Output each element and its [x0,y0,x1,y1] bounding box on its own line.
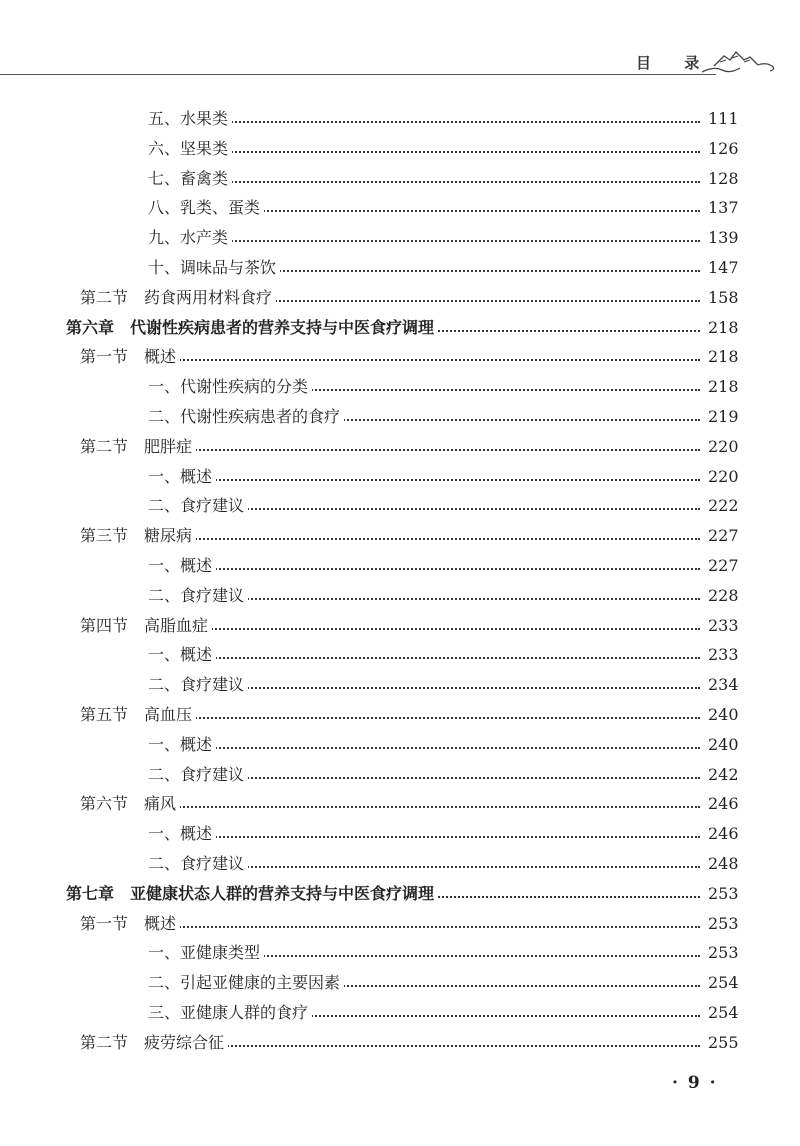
toc-page-number: 227 [708,556,739,575]
toc-page-number: 248 [708,854,739,873]
toc-leader-dots [188,121,700,123]
toc-entry-label: 第六节 痛风 [80,790,180,818]
toc-row-section [0,343,800,371]
toc-leader-dots [188,866,700,868]
toc-entry-label: 第七章 亚健康状态人群的营养支持与中医食疗调理 [66,880,438,908]
toc-entry-label: 七、畜禽类 [148,165,232,193]
toc-leader-dots [188,151,700,153]
toc-page-number: 253 [708,883,739,903]
toc-row-section [0,284,800,312]
page-title: 目 录 [636,54,714,72]
toc-page-number: 255 [708,1032,739,1052]
toc-page-number: 234 [708,675,739,695]
toc-row-item [0,671,800,699]
toc-entry-label: 二、食疗建议 [148,582,248,610]
toc-entry-label: 第三节 糖尿病 [80,522,196,550]
toc-page-number: 227 [708,526,739,546]
toc-entry-label: 一、亚健康类型 [148,939,264,967]
mountain-ornament-icon [700,48,780,78]
toc-entry-label: 一、概述 [148,641,216,669]
header-rule [0,74,716,75]
toc-page-number: 139 [708,228,739,248]
toc-leader-dots [188,210,700,212]
toc-row-section [0,701,800,729]
toc-entry-label: 五、水果类 [148,105,232,133]
toc-entry-label: 二、代谢性疾病患者的食疗 [148,403,344,431]
toc-page-number: 254 [708,973,739,993]
toc-entry-label: 二、引起亚健康的主要因素 [148,969,344,997]
toc-row-item [0,850,800,878]
toc-entry-label: 二、食疗建议 [148,850,248,878]
toc-entry-label: 第五节 高血压 [80,701,196,729]
toc-row-item [0,492,800,520]
toc-row-item [0,582,800,610]
toc-leader-dots [188,687,700,689]
toc-leader-dots [120,449,700,451]
toc-leader-dots [188,181,700,183]
toc-page-number: 147 [708,258,739,277]
toc-entry-label: 二、食疗建议 [148,492,248,520]
toc-leader-dots [120,806,700,808]
toc-entry-label: 十、调味品与茶饮 [148,254,280,282]
page-number: · 9 · [672,1073,718,1093]
toc-leader-dots [120,926,700,928]
toc-page-number: 233 [708,615,739,635]
toc-row-item [0,820,800,848]
toc-page-number: 233 [708,645,739,665]
toc-row-section [0,790,800,818]
toc-page-number: 253 [708,943,739,963]
toc-leader-dots [120,359,700,361]
toc-entry-label: 第一节 概述 [80,910,180,938]
toc-row-item [0,194,800,222]
toc-leader-dots [188,479,700,481]
toc-entry-label: 一、概述 [148,552,216,580]
toc-page-number: 219 [708,407,739,426]
toc-page-number: 220 [708,466,739,486]
toc-row-item [0,761,800,789]
toc-entry-label: 第二节 肥胖症 [80,433,196,461]
toc-row-item [0,999,800,1027]
toc-row-chapter [0,314,800,342]
toc-page-number: 254 [708,1003,739,1022]
toc-page-number: 111 [708,109,739,128]
toc-leader-dots [188,568,700,570]
toc-entry-label: 第二节 疲劳综合征 [80,1029,228,1057]
toc-entry-label: 第四节 高脂血症 [80,612,212,640]
toc-entry-label: 二、食疗建议 [148,671,248,699]
toc-page-number: 253 [708,913,739,933]
toc-entry-label: 一、代谢性疾病的分类 [148,373,312,401]
toc-entry-label: 三、亚健康人群的食疗 [148,999,312,1027]
toc-leader-dots [120,538,700,540]
toc-row-item [0,165,800,193]
toc-leader-dots [188,598,700,600]
toc-leader-dots [188,240,700,242]
toc-entry-label: 一、概述 [148,463,216,491]
toc-entry-label: 六、坚果类 [148,135,232,163]
toc-page-number: 128 [708,168,739,188]
toc-row-section [0,433,800,461]
toc-leader-dots [188,657,700,659]
toc-entry-label: 一、概述 [148,820,216,848]
toc-page-number: 218 [708,347,739,367]
toc-row-item [0,135,800,163]
toc-leader-dots [120,717,700,719]
toc-entry-label: 九、水产类 [148,224,232,252]
toc-page-number: 228 [708,585,739,605]
toc-row-section [0,612,800,640]
toc-page-number: 158 [708,287,739,307]
toc-row-item [0,373,800,401]
toc-leader-dots [188,777,700,779]
toc-row-section [0,1029,800,1057]
toc-row-item [0,105,800,133]
toc-leader-dots [188,836,700,838]
toc-row-item [0,969,800,997]
toc-row-chapter [0,880,800,908]
toc-entry-label: 第六章 代谢性疾病患者的营养支持与中医食疗调理 [66,314,438,342]
toc-entry-label: 一、概述 [148,731,216,759]
toc-row-item [0,731,800,759]
toc-page-number: 137 [708,198,739,218]
toc-entry-label: 第二节 药食两用材料食疗 [80,284,276,312]
toc-page-number: 240 [708,705,739,724]
toc-entry-label: 二、食疗建议 [148,761,248,789]
toc-entry-label: 第一节 概述 [80,343,180,371]
toc-leader-dots [188,747,700,749]
toc-row-item [0,641,800,669]
toc-entry-label: 八、乳类、蛋类 [148,194,264,222]
toc-leader-dots [188,508,700,510]
toc-page-number: 218 [708,377,739,397]
toc-page-number: 126 [708,138,739,158]
toc-page-number: 246 [708,794,739,814]
toc-page-number: 246 [708,824,739,844]
toc-row-item [0,939,800,967]
toc-page-number: 218 [708,317,739,337]
toc-row-section [0,910,800,938]
toc-row-item [0,224,800,252]
toc-leader-dots [188,955,700,957]
toc-row-section [0,522,800,550]
toc-page-number: 222 [708,496,739,516]
toc-row-item [0,403,800,431]
toc-row-item [0,552,800,580]
toc-row-item [0,254,800,282]
toc-page-number: 220 [708,436,739,456]
toc-page-number: 242 [708,764,739,784]
toc-page-number: 240 [708,734,739,754]
toc-row-item [0,463,800,491]
